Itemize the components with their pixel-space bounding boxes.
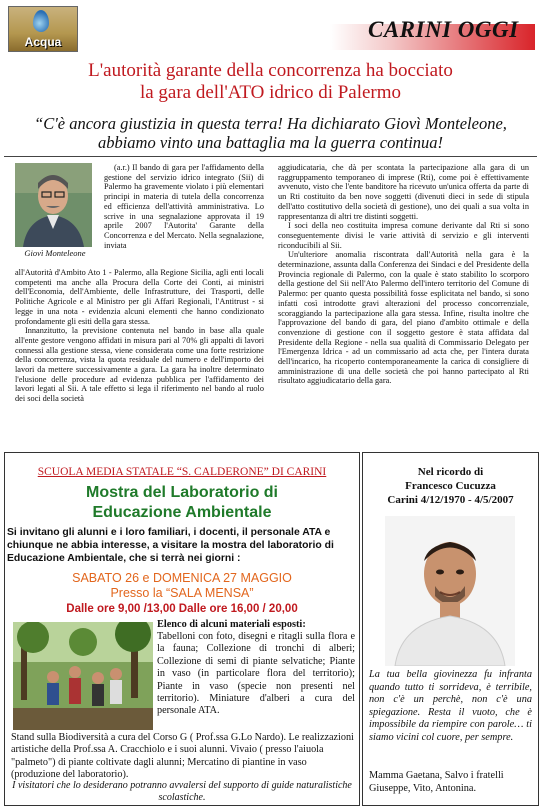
school-exhibition-box — [4, 452, 360, 806]
invitation-text: Si invitano gli alunni e i loro familiari, i docenti, il personale ATA e chiunque ne abbia interesse, a visitare la mostra del laboratorio di Educazione Ambientale, che si terrà nei giorni : — [7, 527, 334, 564]
subhead-line-2: abbiamo vinto una battaglia ma la guerra continua! — [97, 133, 444, 152]
article-column-1-bottom — [15, 268, 264, 404]
headline-line-2: la gara dell'ATO idrico di Palermo — [139, 82, 402, 103]
materials-title: Elenco di alcuni materiali esposti: — [157, 619, 306, 630]
masthead-title: CARINI OGGI — [368, 17, 519, 42]
article-column-1-top — [104, 163, 264, 250]
school-title — [5, 466, 359, 478]
dates-line-1: SABATO 26 e DOMENICA 27 MAGGIO — [72, 571, 292, 585]
memorial-box — [362, 452, 539, 806]
article-subhead — [14, 114, 527, 152]
materials-title-text: Elenco di alcuni materiali esposti — [157, 619, 303, 630]
portrait-photo — [15, 163, 92, 247]
article-paragraph: (a.r.) Il bando di gara per l'affidamento della gestione del servizio idrico integrato (Sii) di Palermo ha gravemente violato i più elementari principi in materia di tutela della concorrenza ed efficienza dell'attività amministrativa. Lo scrive in una segnalazione approvata il 19 aprile 2007 l'Autorita' Garante della Concorrenza e del Mercato. Nella segnalazione, inviata — [104, 163, 264, 250]
headline-line-1: L'autorità garante della concorrenza ha bocciato — [88, 60, 453, 81]
memorial-name: Francesco Cucuzza — [405, 480, 496, 492]
memorial-photo — [385, 516, 515, 666]
subhead-line-1: “C'è ancora giustizia in questa terra! Ha dichiarato Giovì Monteleone, — [34, 114, 507, 133]
materials-list-continued: Stand sulla Biodiversità a cura del Corso G ( Prof.ssa G.Lo Nardo). Le realizzazioni artistiche della Prof.ssa A. Cracchiolo e i suoi alunni. Vivaio ( presso l'aiuola "palmeto") di piante coltivate dagli alunni; Mercatino di piantine in vaso (produzione del laboratorio). — [11, 732, 354, 781]
exhibition-title-line-2: Educazione Ambientale — [92, 504, 272, 521]
article-paragraph: aggiudicataria, che dà per scontata la partecipazione alla gara di un raggruppamento temporaneo di imprese (Rti), come poi è effettivamente avvenuto, visto che l'ente banditore ha ricevuto un'unica offerta da parte di un Rti costituito da ben nove soggetti (divenuti dieci in sede di stipula dell'atto costitutivo della società di gestione), uno dei quali a sua volta in rappresentanza di altri tre distinti soggetti. — [278, 163, 529, 221]
memorial-dates: Carini 4/12/1970 - 4/5/2007 — [387, 494, 514, 506]
materials-list: Tabelloni con foto, disegni e ritagli sulla flora e la fauna; Collezione di tronchi di alberi; Collezione di semi di piante selvatiche; Piante in vaso (in particolare flora del territorio); Piante in vaso (specie non presenti nel territorio). Miniature d'alberi a cura del personale ATA. — [157, 631, 355, 717]
exhibition-hours: Dalle ore 9,00 /13,00 Dalle ore 16,00 / 20,00 — [66, 603, 298, 615]
memorial-line-1: Nel ricordo di — [417, 466, 484, 478]
page-header — [0, 0, 541, 55]
acqua-logo — [8, 6, 78, 52]
exhibition-title — [5, 483, 359, 523]
exhibition-title-line-1: Mostra del Laboratorio di — [85, 484, 278, 501]
memorial-signature: Mamma Gaetana, Salvo i fratelli Giuseppe, Vito, Antonina. — [369, 770, 504, 794]
logo-text: Acqua — [24, 35, 62, 49]
exhibition-dates — [5, 571, 359, 601]
article-headline — [14, 60, 527, 104]
guides-note: I visitatori che lo desiderano potranno avvalersi del supporto di guide naturalistiche scolastiche. — [12, 780, 352, 803]
memorial-heading — [363, 465, 538, 507]
masthead — [330, 14, 535, 50]
divider — [4, 156, 537, 157]
students-photo — [13, 622, 153, 730]
water-drop-icon — [33, 10, 49, 32]
article-paragraph: all'Autorità d'Ambito Ato 1 - Palermo, alla Regione Sicilia, agli enti locali competenti ma anche alla Procura della Corte dei Conti, ai ministri dell'Economia, dell'Ambiente, delle Infrastrutture, dei Trasporti, delle Politiche Agricole e al Ministro per gli Affari Regionali, l'Antitrust - si legge in una nota - evidenzia alcuni elementi che hanno condizionato profondamente gli esiti della gara stessa. — [15, 268, 264, 326]
venue-line: Presso la “SALA MENSA” — [110, 586, 254, 600]
school-title-text: SCUOLA MEDIA STATALE “S. CALDERONE” DI CARINI — [37, 466, 327, 478]
article-paragraph: Innanzitutto, la previsione contenuta nel bando in base alla quale all'ente gestore vengono affidati in misura pari al 70% gli appalti di lavori connessi alla gestione stessa, viene considerata come una forte restrizione della concorrenza, vista la quota residuale del numero e dell'importo dei lavori da mettere successivamente a gara. La gara ha inoltre determinato l'elusione delle procedure ad evidenza pubblica per l'affidamento dei lavori legati al Sii. A tale effetto si lega il riferimento nel bando al ruolo dei soci della società — [15, 326, 264, 404]
article-column-2 — [278, 163, 529, 386]
photo-caption: Giovì Monteleone — [24, 248, 86, 258]
memorial-poem: La tua bella giovinezza fu infranta quando tutto ti sorrideva, è terribile, non c'è un perchè, non c'è una spiegazione. Resta il vuoto, che è impossibile da riempire con parole… ti siamo vicini col cuore, per sempre. — [369, 669, 532, 743]
article-paragraph: I soci della neo costituita impresa comune derivante dal Rti si sono conseguentemente divisi le varie attività di servizio e gli interventi riconducibili al Sii. — [278, 221, 529, 250]
article-paragraph: Un'ulteriore anomalia riscontrata dall'Autorità nella gara è la determinazione, assunta dalla Conferenza dei Sindaci e del Presidente della Provincia regionale di Palermo, con la quale è stato stabilito lo scorporo della gestione del Sii nell'Ato Palermo dell'intero territorio del Comune di Palermo: per quanto questa possibilità fosse esplicitata nel bando, si sono infatti così introdotte gravi alterazioni del processo concorrenziale, scoraggiando la partecipazione alla gara stessa. Infine, risulta inoltre che l'approvazione del bando di gara, del piano d'ambito ottimale e della convenzione di gestione con il soggetto gestore è stata affidata dal Presidente della Regione - nella sua qualità di Commissario Delegato per l'Emergenza Idrica - ad un commissario ad acta che, per l'intera durata dell'incarico, ha ricoperto contemporaneamente la carica di consigliere di amministrazione di una delle società che poi hanno partecipato al Rti risultato aggiudicatario della gara. — [278, 250, 529, 386]
